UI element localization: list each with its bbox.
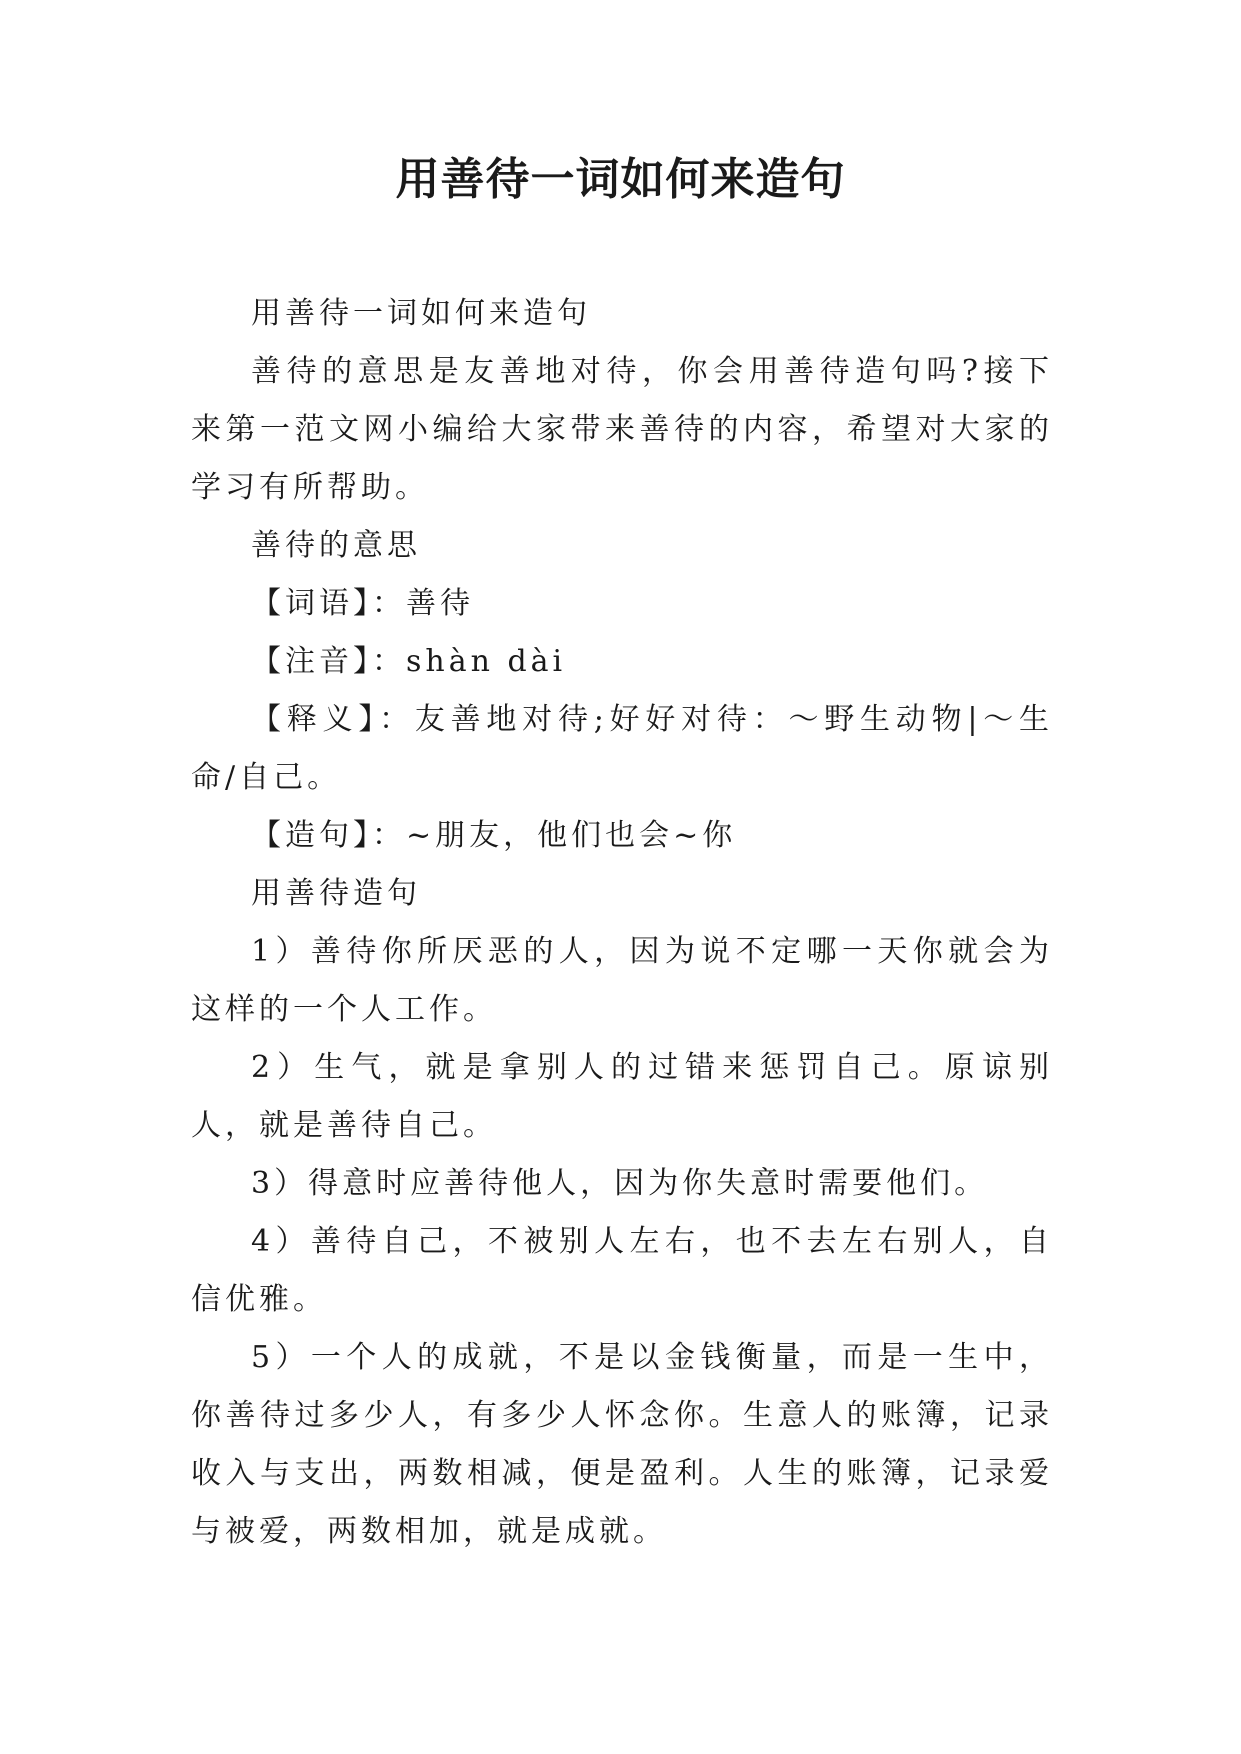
paragraph-pronunciation: 【注音】：shàn dài xyxy=(251,644,567,679)
paragraph-sentence-4: 4）善待自己，不被别人左右，也不去左右别人，自信优雅。 xyxy=(191,1224,1053,1317)
paragraph-sentences-heading: 用善待造句 xyxy=(251,876,421,911)
document-body xyxy=(191,285,1053,1561)
paragraph-example: 【造句】：~朋友，他们也会~你 xyxy=(251,818,737,853)
paragraph-sentence-2: 2）生气，就是拿别人的过错来惩罚自己。原谅别人，就是善待自己。 xyxy=(191,1050,1053,1143)
paragraph-definition: 【释义】：友善地对待;好好对待：～野生动物|～生命/自己。 xyxy=(191,702,1053,795)
document-title: 用善待一词如何来造句 xyxy=(395,154,846,205)
paragraph-heading: 用善待一词如何来造句 xyxy=(251,296,591,331)
paragraph-sentence-5: 5）一个人的成就，不是以金钱衡量，而是一生中，你善待过多少人，有多少人怀念你。生意人的账簿，记录收入与支出，两数相减，便是盈利。人生的账簿，记录爱与被爱，两数相加，就是成就。 xyxy=(191,1340,1053,1549)
paragraph-meaning-heading: 善待的意思 xyxy=(251,528,421,563)
paragraph-sentence-3: 3）得意时应善待他人，因为你失意时需要他们。 xyxy=(251,1166,989,1201)
paragraph-intro: 善待的意思是友善地对待，你会用善待造句吗?接下来第一范文网小编给大家带来善待的内容，希望对大家的学习有所帮助。 xyxy=(191,354,1053,505)
paragraph-sentence-1: 1）善待你所厌恶的人，因为说不定哪一天你就会为这样的一个人工作。 xyxy=(191,934,1053,1027)
paragraph-word: 【词语】：善待 xyxy=(251,586,474,621)
